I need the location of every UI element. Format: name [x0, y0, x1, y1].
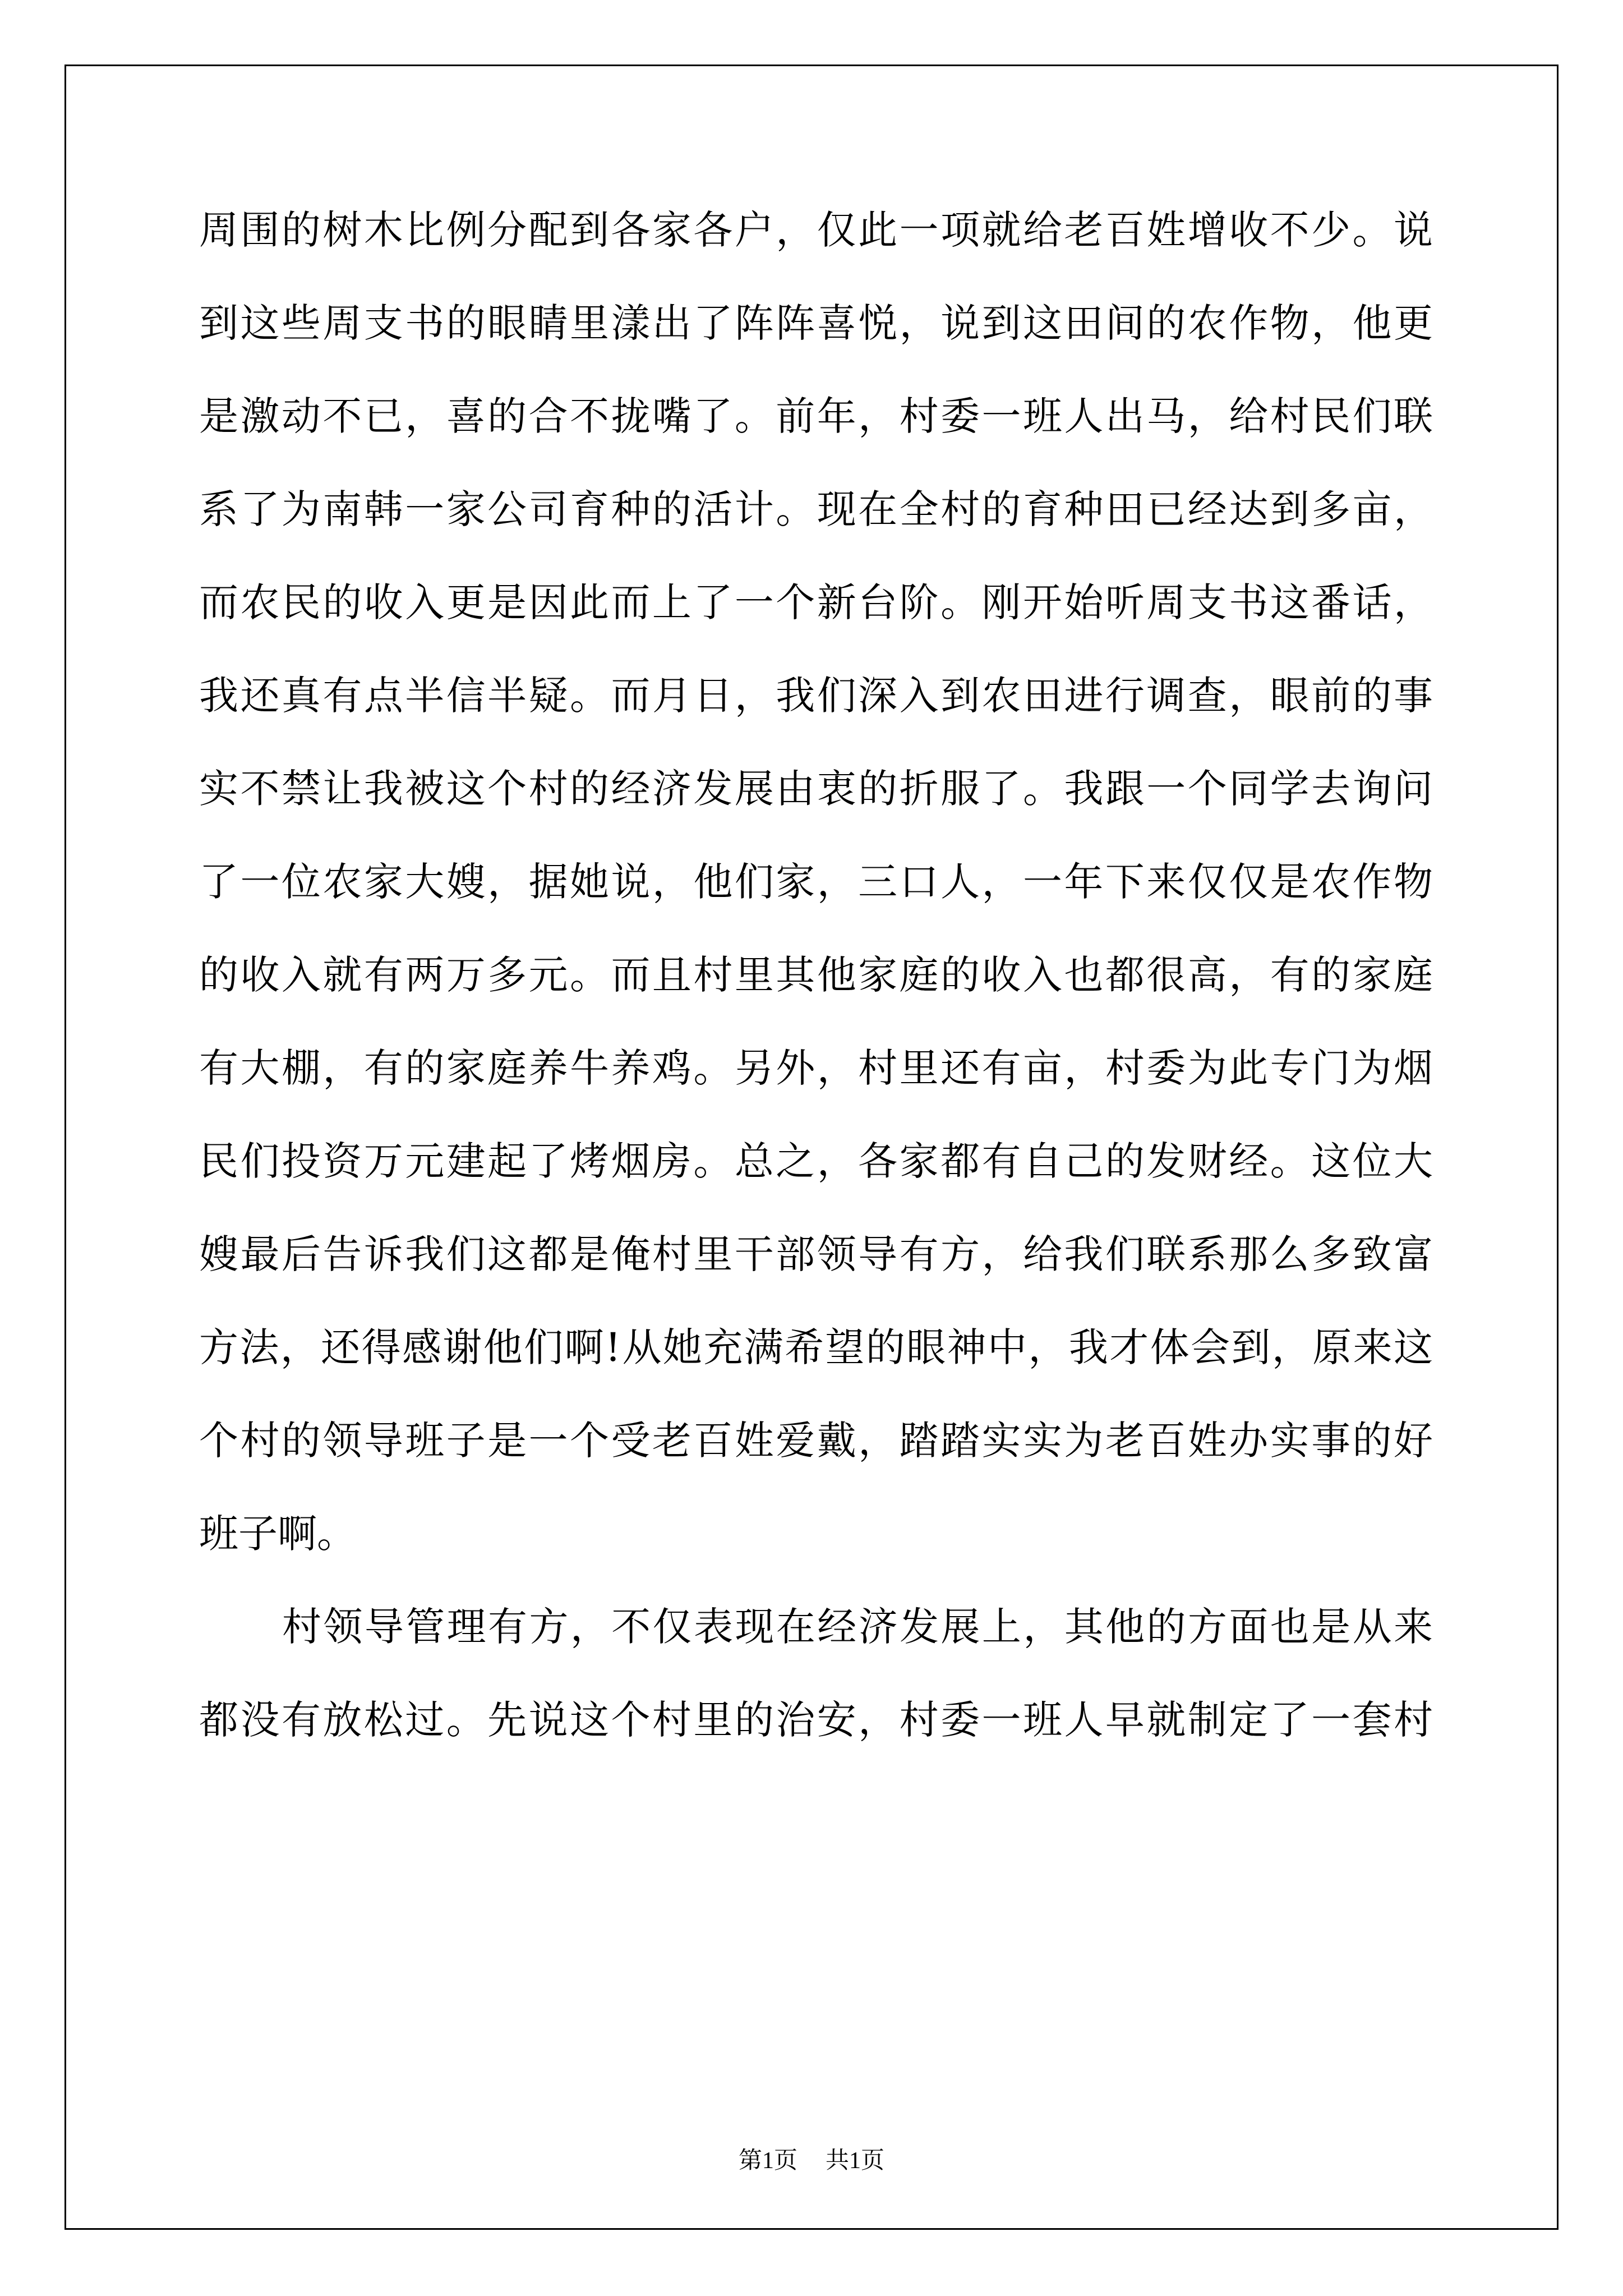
text-line-paragraph-end: 班子啊。 [199, 1511, 356, 1557]
text-line: 民们投资万元建起了烤烟房。总之，各家都有自己的发财经。这位大 [199, 1138, 1433, 1184]
text-line-paragraph-start: 村领导管理有方，不仅表现在经济发展上，其他的方面也是从来 [282, 1604, 1433, 1650]
text-line: 的收入就有两万多元。而且村里其他家庭的收入也都很高，有的家庭 [199, 952, 1433, 998]
text-line: 我还真有点半信半疑。而月日，我们深入到农田进行调查，眼前的事 [199, 673, 1433, 719]
text-line: 嫂最后告诉我们这都是俺村里干部领导有方，给我们联系那么多致富 [199, 1231, 1433, 1277]
text-line: 有大棚，有的家庭养牛养鸡。另外，村里还有亩，村委为此专门为烟 [199, 1045, 1433, 1091]
page-number-total: 共1页 [826, 2148, 885, 2174]
text-line: 实不禁让我被这个村的经济发展由衷的折服了。我跟一个同学去询问 [199, 766, 1433, 812]
text-line: 系了为南韩一家公司育种的活计。现在全村的育种田已经达到多亩， [199, 486, 1433, 532]
text-line: 周围的树木比例分配到各家各户，仅此一项就给老百姓增收不少。说 [199, 207, 1433, 253]
page-number-current: 第1页 [738, 2148, 797, 2174]
text-line: 个村的领导班子是一个受老百姓爱戴，踏踏实实为老百姓办实事的好 [199, 1418, 1433, 1464]
text-line: 都没有放松过。先说这个村里的治安，村委一班人早就制定了一套村 [199, 1697, 1433, 1743]
document-body [199, 207, 1433, 1793]
text-line: 是激动不已，喜的合不拢嘴了。前年，村委一班人出马，给村民们联 [199, 393, 1433, 439]
text-line: 到这些周支书的眼睛里漾出了阵阵喜悦，说到这田间的农作物，他更 [199, 300, 1433, 346]
text-line: 而农民的收入更是因此而上了一个新台阶。刚开始听周支书这番话， [199, 579, 1433, 625]
text-line: 方法，还得感谢他们啊!从她充满希望的眼神中，我才体会到，原来这 [199, 1324, 1433, 1370]
text-line: 了一位农家大嫂，据她说，他们家，三口人，一年下来仅仅是农作物 [199, 859, 1433, 905]
page-footer [0, 2142, 1623, 2175]
